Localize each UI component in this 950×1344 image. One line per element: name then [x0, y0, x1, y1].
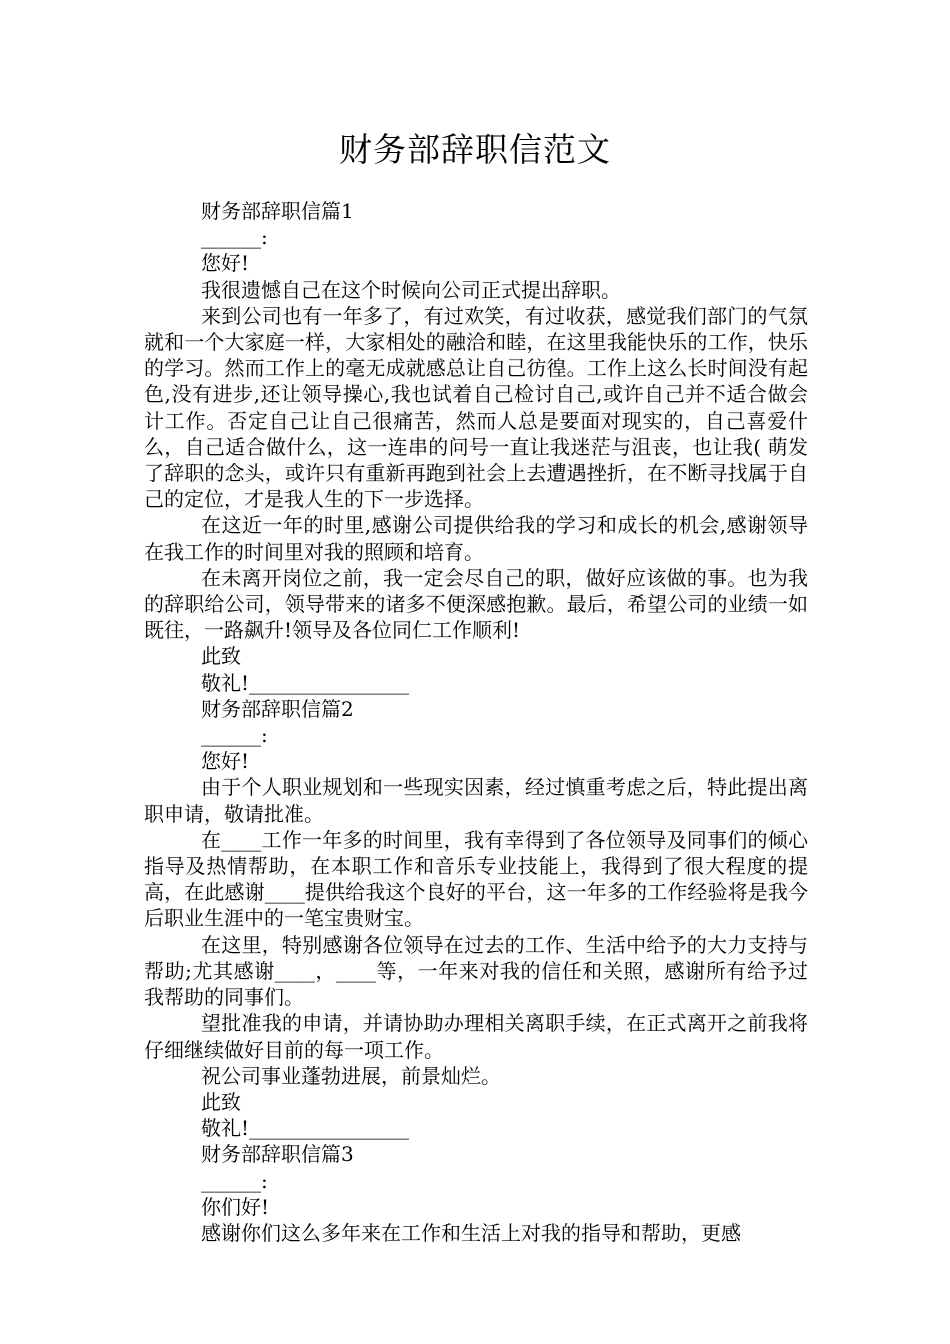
- greeting: 您好!: [201, 251, 250, 276]
- salutation: ______:: [201, 225, 268, 250]
- letter-heading: 财务部辞职信篇2: [201, 696, 354, 721]
- paragraph: 来到公司也有一年多了，有过欢笑，有过收获，感觉我们部门的气氛就和一个大家庭一样，大家相处的融洽和睦，在这里我能快乐的工作，快乐的学习。然而工作上的毫无成就感总让自己彷徨。工作上这么长时间没有起色,没有进步,还让领导操心,我也试着自己检讨自己,或许自己并不适合做会计工作。否定自己让自己很痛苦，然而人总是要面对现实的，自己喜爱什么，自己适合做什么，这一连串的问号一直让我迷茫与沮丧，也让我( 萌发了辞职的念头，或许只有重新再跑到社会上去遭遇挫折，在不断寻找属于自己的定位，才是我人生的下一步选择。: [144, 303, 808, 512]
- paragraph: 我很遗憾自己在这个时候向公司正式提出辞职。: [201, 277, 621, 302]
- letter-heading: 财务部辞职信篇3: [201, 1142, 354, 1167]
- salutation: ______:: [201, 1168, 268, 1193]
- closing-line: 此致: [201, 1089, 241, 1114]
- document-title: 财务部辞职信范文: [339, 130, 611, 169]
- paragraph: 祝公司事业蓬勃进展，前景灿烂。: [201, 1063, 501, 1088]
- letter-heading: 财务部辞职信篇1: [201, 199, 354, 223]
- paragraph: 在____工作一年多的时间里，我有幸得到了各位领导及同事们的倾心指导及热情帮助，在本职工作和音乐专业技能上，我得到了很大程度的提高，在此感谢____提供给我这个良好的平台，这一年多的工作经验将是我今后职业生涯中的一笔宝贵财宝。: [144, 827, 808, 931]
- paragraph: 望批准我的申请，并请协助办理相关离职手续，在正式离开之前我将仔细继续做好目前的每一项工作。: [144, 1011, 808, 1062]
- paragraph: 在这近一年的时里,感谢公司提供给我的学习和成长的机会,感谢领导在我工作的时间里对我的照顾和培育。: [144, 513, 808, 564]
- closing-signature: 敬礼!________________: [201, 670, 410, 695]
- greeting: 您好!: [201, 749, 250, 774]
- closing-signature: 敬礼!________________: [201, 1116, 410, 1141]
- document-body: [144, 198, 808, 1246]
- salutation: ______:: [201, 723, 268, 748]
- paragraph: 由于个人职业规划和一些现实因素，经过慎重考虑之后，特此提出离职申请，敬请批准。: [144, 775, 808, 826]
- paragraph: 在这里，特别感谢各位领导在过去的工作、生活中给予的大力支持与帮助;尤其感谢____，____等，一年来对我的信任和关照，感谢所有给予过我帮助的同事们。: [144, 932, 808, 1010]
- closing-line: 此致: [201, 644, 241, 669]
- paragraph: 在未离开岗位之前，我一定会尽自己的职，做好应该做的事。也为我的辞职给公司，领导带来的诸多不便深感抱歉。最后，希望公司的业绩一如既往，一路飙升!领导及各位同仁工作顺利!: [144, 565, 808, 643]
- paragraph: 感谢你们这么多年来在工作和生活上对我的指导和帮助，更感: [201, 1220, 741, 1245]
- greeting: 你们好!: [201, 1194, 270, 1219]
